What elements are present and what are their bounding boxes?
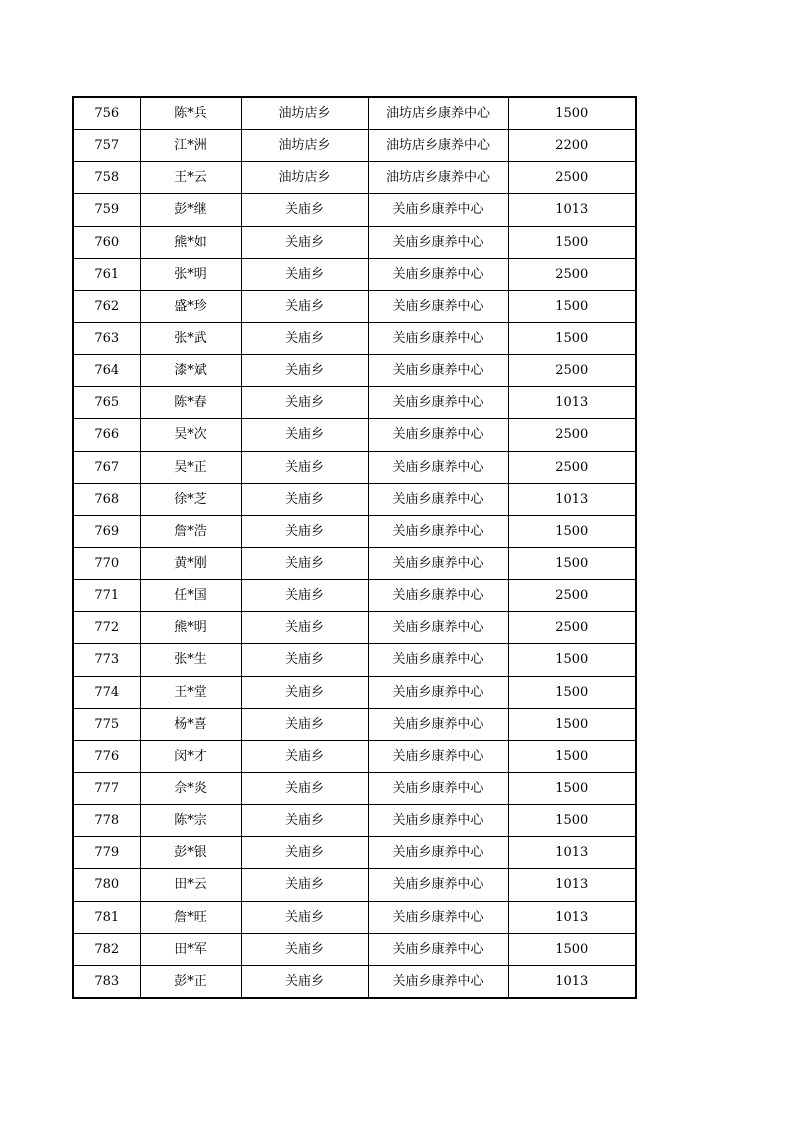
name-cell: 闵*才 — [140, 740, 241, 772]
row-number-cell: 759 — [73, 194, 140, 226]
row-number-cell: 778 — [73, 805, 140, 837]
township-cell: 关庙乡 — [241, 355, 368, 387]
township-cell: 关庙乡 — [241, 933, 368, 965]
table-row — [73, 805, 636, 837]
care-center-cell: 关庙乡康养中心 — [368, 869, 508, 901]
table-row — [73, 322, 636, 354]
amount-cell: 1500 — [508, 708, 636, 740]
row-number-cell: 761 — [73, 258, 140, 290]
township-cell: 关庙乡 — [241, 451, 368, 483]
row-number-cell: 766 — [73, 419, 140, 451]
table-row — [73, 580, 636, 612]
care-center-cell: 关庙乡康养中心 — [368, 580, 508, 612]
row-number-cell: 772 — [73, 612, 140, 644]
name-cell: 杨*喜 — [140, 708, 241, 740]
amount-cell: 2500 — [508, 419, 636, 451]
care-center-cell: 关庙乡康养中心 — [368, 933, 508, 965]
township-cell: 关庙乡 — [241, 322, 368, 354]
township-cell: 关庙乡 — [241, 965, 368, 998]
amount-cell: 1500 — [508, 772, 636, 804]
table-row — [73, 708, 636, 740]
care-center-cell: 关庙乡康养中心 — [368, 387, 508, 419]
township-cell: 关庙乡 — [241, 869, 368, 901]
name-cell: 王*云 — [140, 162, 241, 194]
township-cell: 油坊店乡 — [241, 162, 368, 194]
name-cell: 彭*继 — [140, 194, 241, 226]
name-cell: 张*武 — [140, 322, 241, 354]
table-row — [73, 901, 636, 933]
table-row — [73, 290, 636, 322]
table-body — [73, 97, 636, 998]
table-row — [73, 162, 636, 194]
row-number-cell: 769 — [73, 515, 140, 547]
care-center-cell: 关庙乡康养中心 — [368, 290, 508, 322]
township-cell: 关庙乡 — [241, 194, 368, 226]
amount-cell: 2500 — [508, 451, 636, 483]
township-cell: 关庙乡 — [241, 387, 368, 419]
row-number-cell: 765 — [73, 387, 140, 419]
township-cell: 油坊店乡 — [241, 130, 368, 162]
row-number-cell: 767 — [73, 451, 140, 483]
row-number-cell: 775 — [73, 708, 140, 740]
township-cell: 关庙乡 — [241, 644, 368, 676]
name-cell: 江*洲 — [140, 130, 241, 162]
care-center-cell: 关庙乡康养中心 — [368, 740, 508, 772]
name-cell: 黄*刚 — [140, 547, 241, 579]
row-number-cell: 770 — [73, 547, 140, 579]
name-cell: 陈*兵 — [140, 97, 241, 130]
row-number-cell: 780 — [73, 869, 140, 901]
township-cell: 关庙乡 — [241, 740, 368, 772]
amount-cell: 1013 — [508, 483, 636, 515]
name-cell: 盛*珍 — [140, 290, 241, 322]
row-number-cell: 768 — [73, 483, 140, 515]
care-center-cell: 关庙乡康养中心 — [368, 419, 508, 451]
table-row — [73, 355, 636, 387]
township-cell: 关庙乡 — [241, 837, 368, 869]
amount-cell: 1500 — [508, 676, 636, 708]
care-center-cell: 关庙乡康养中心 — [368, 612, 508, 644]
township-cell: 关庙乡 — [241, 419, 368, 451]
township-cell: 关庙乡 — [241, 612, 368, 644]
care-center-cell: 关庙乡康养中心 — [368, 515, 508, 547]
care-center-cell: 关庙乡康养中心 — [368, 322, 508, 354]
data-table — [72, 96, 637, 999]
row-number-cell: 764 — [73, 355, 140, 387]
care-center-cell: 关庙乡康养中心 — [368, 258, 508, 290]
township-cell: 关庙乡 — [241, 290, 368, 322]
amount-cell: 1500 — [508, 740, 636, 772]
name-cell: 彭*银 — [140, 837, 241, 869]
table-row — [73, 869, 636, 901]
table-row — [73, 419, 636, 451]
township-cell: 关庙乡 — [241, 258, 368, 290]
row-number-cell: 779 — [73, 837, 140, 869]
table-row — [73, 130, 636, 162]
name-cell: 吴*次 — [140, 419, 241, 451]
amount-cell: 2500 — [508, 162, 636, 194]
row-number-cell: 774 — [73, 676, 140, 708]
table-row — [73, 612, 636, 644]
table-row — [73, 740, 636, 772]
township-cell: 关庙乡 — [241, 226, 368, 258]
name-cell: 詹*浩 — [140, 515, 241, 547]
township-cell: 关庙乡 — [241, 676, 368, 708]
amount-cell: 1500 — [508, 290, 636, 322]
name-cell: 田*军 — [140, 933, 241, 965]
care-center-cell: 关庙乡康养中心 — [368, 772, 508, 804]
amount-cell: 1500 — [508, 933, 636, 965]
amount-cell: 1013 — [508, 869, 636, 901]
row-number-cell: 763 — [73, 322, 140, 354]
row-number-cell: 773 — [73, 644, 140, 676]
row-number-cell: 758 — [73, 162, 140, 194]
township-cell: 关庙乡 — [241, 901, 368, 933]
table-row — [73, 226, 636, 258]
name-cell: 詹*旺 — [140, 901, 241, 933]
row-number-cell: 781 — [73, 901, 140, 933]
amount-cell: 1500 — [508, 322, 636, 354]
name-cell: 彭*正 — [140, 965, 241, 998]
table-row — [73, 965, 636, 998]
amount-cell: 2500 — [508, 355, 636, 387]
table-row — [73, 97, 636, 130]
amount-cell: 1500 — [508, 226, 636, 258]
row-number-cell: 782 — [73, 933, 140, 965]
care-center-cell: 关庙乡康养中心 — [368, 194, 508, 226]
care-center-cell: 关庙乡康养中心 — [368, 805, 508, 837]
name-cell: 张*生 — [140, 644, 241, 676]
amount-cell: 1013 — [508, 965, 636, 998]
care-center-cell: 关庙乡康养中心 — [368, 226, 508, 258]
care-center-cell: 关庙乡康养中心 — [368, 676, 508, 708]
care-center-cell: 关庙乡康养中心 — [368, 355, 508, 387]
amount-cell: 1500 — [508, 97, 636, 130]
amount-cell: 2500 — [508, 258, 636, 290]
amount-cell: 1500 — [508, 515, 636, 547]
name-cell: 田*云 — [140, 869, 241, 901]
amount-cell: 2500 — [508, 612, 636, 644]
row-number-cell: 783 — [73, 965, 140, 998]
table-row — [73, 676, 636, 708]
table-row — [73, 933, 636, 965]
township-cell: 关庙乡 — [241, 515, 368, 547]
row-number-cell: 777 — [73, 772, 140, 804]
amount-cell: 1013 — [508, 387, 636, 419]
row-number-cell: 757 — [73, 130, 140, 162]
row-number-cell: 760 — [73, 226, 140, 258]
row-number-cell: 762 — [73, 290, 140, 322]
care-center-cell: 关庙乡康养中心 — [368, 708, 508, 740]
township-cell: 关庙乡 — [241, 483, 368, 515]
care-center-cell: 关庙乡康养中心 — [368, 965, 508, 998]
name-cell: 张*明 — [140, 258, 241, 290]
amount-cell: 1500 — [508, 644, 636, 676]
care-center-cell: 油坊店乡康养中心 — [368, 97, 508, 130]
amount-cell: 1013 — [508, 837, 636, 869]
care-center-cell: 关庙乡康养中心 — [368, 901, 508, 933]
name-cell: 漆*斌 — [140, 355, 241, 387]
table-row — [73, 258, 636, 290]
amount-cell: 1500 — [508, 805, 636, 837]
name-cell: 熊*明 — [140, 612, 241, 644]
name-cell: 陈*宗 — [140, 805, 241, 837]
amount-cell: 1500 — [508, 547, 636, 579]
table-row — [73, 387, 636, 419]
amount-cell: 1013 — [508, 901, 636, 933]
care-center-cell: 关庙乡康养中心 — [368, 644, 508, 676]
name-cell: 吴*正 — [140, 451, 241, 483]
name-cell: 佘*炎 — [140, 772, 241, 804]
name-cell: 熊*如 — [140, 226, 241, 258]
township-cell: 关庙乡 — [241, 772, 368, 804]
township-cell: 关庙乡 — [241, 580, 368, 612]
care-center-cell: 关庙乡康养中心 — [368, 837, 508, 869]
township-cell: 关庙乡 — [241, 708, 368, 740]
care-center-cell: 油坊店乡康养中心 — [368, 130, 508, 162]
care-center-cell: 关庙乡康养中心 — [368, 451, 508, 483]
care-center-cell: 关庙乡康养中心 — [368, 547, 508, 579]
name-cell: 陈*春 — [140, 387, 241, 419]
care-center-cell: 关庙乡康养中心 — [368, 483, 508, 515]
amount-cell: 1013 — [508, 194, 636, 226]
table-row — [73, 515, 636, 547]
table-row — [73, 772, 636, 804]
township-cell: 关庙乡 — [241, 805, 368, 837]
township-cell: 关庙乡 — [241, 547, 368, 579]
table-row — [73, 451, 636, 483]
table-row — [73, 194, 636, 226]
table-row — [73, 837, 636, 869]
name-cell: 王*堂 — [140, 676, 241, 708]
table-row — [73, 644, 636, 676]
table-row — [73, 547, 636, 579]
row-number-cell: 756 — [73, 97, 140, 130]
name-cell: 任*国 — [140, 580, 241, 612]
name-cell: 徐*芝 — [140, 483, 241, 515]
row-number-cell: 771 — [73, 580, 140, 612]
table-row — [73, 483, 636, 515]
amount-cell: 2200 — [508, 130, 636, 162]
amount-cell: 2500 — [508, 580, 636, 612]
care-center-cell: 油坊店乡康养中心 — [368, 162, 508, 194]
row-number-cell: 776 — [73, 740, 140, 772]
township-cell: 油坊店乡 — [241, 97, 368, 130]
